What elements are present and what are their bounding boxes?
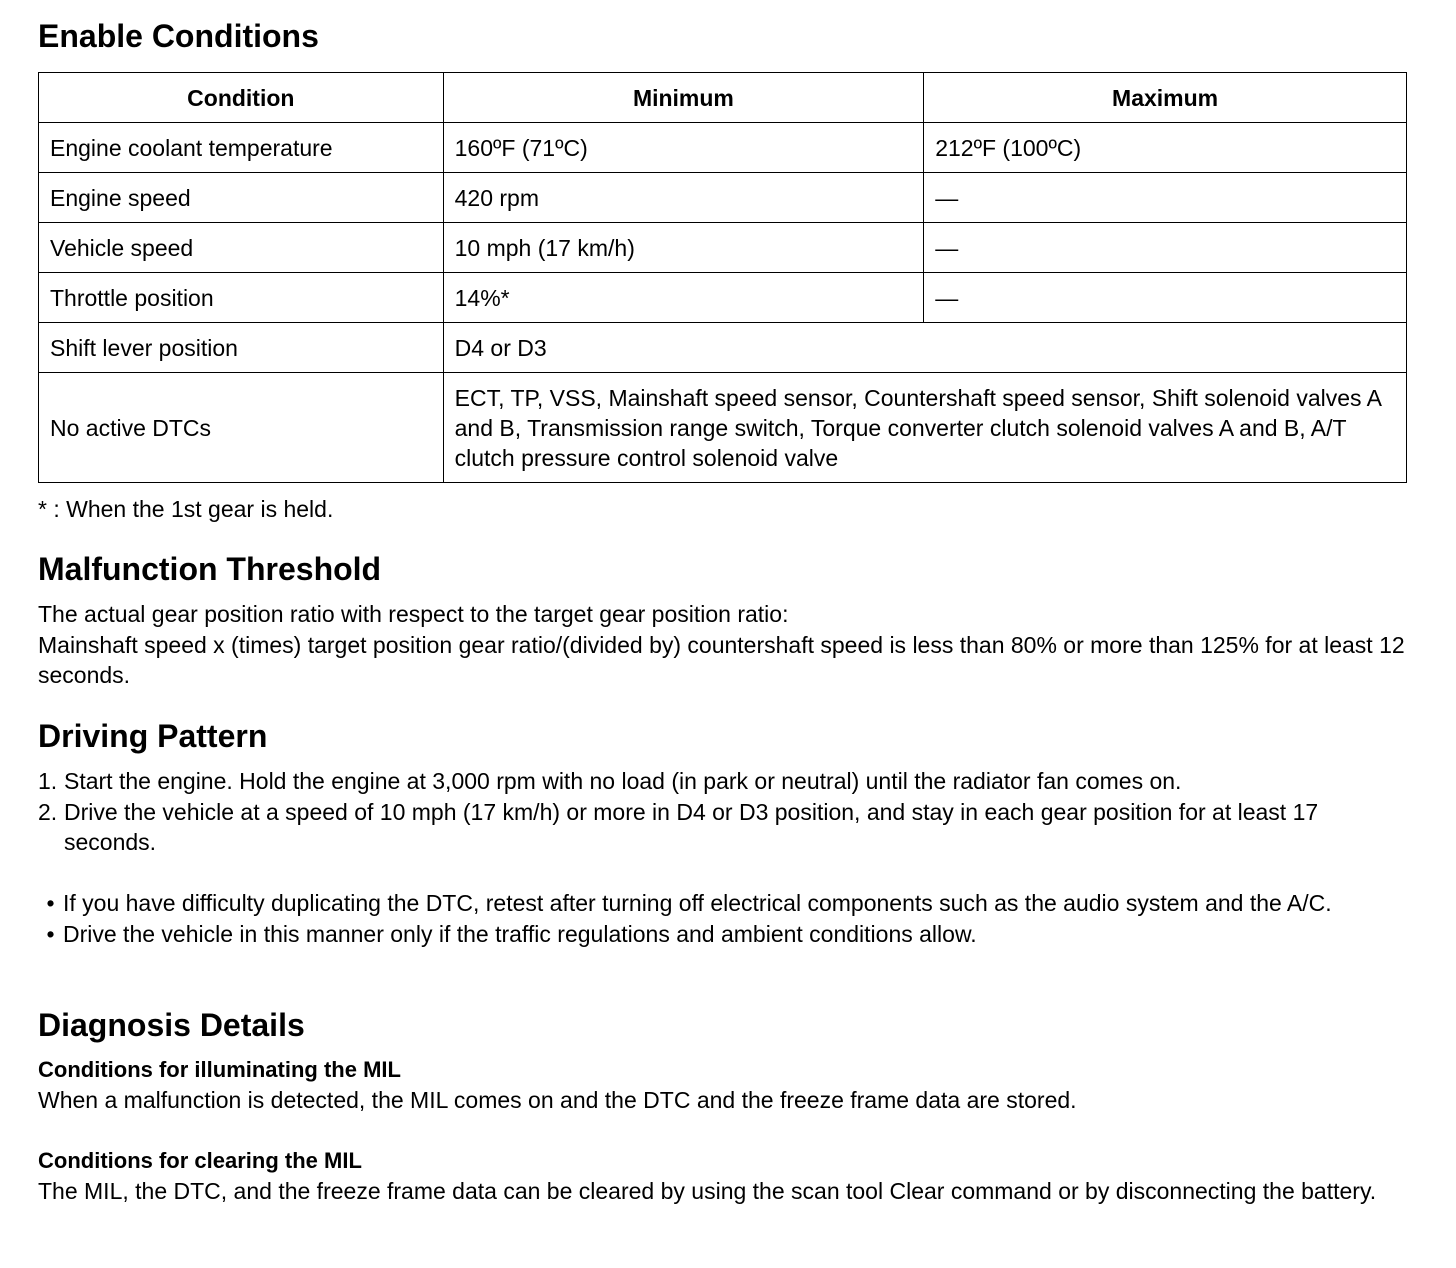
diagnosis-details-heading: Diagnosis Details xyxy=(38,1007,305,1043)
illuminate-mil-text: When a malfunction is detected, the MIL comes on and the DTC and the freeze frame data are stored. xyxy=(38,1087,1077,1113)
enable-conditions-table xyxy=(38,72,1407,483)
cell-minimum: 14%* xyxy=(443,273,924,323)
malfunction-threshold-body xyxy=(38,599,1408,691)
list-item xyxy=(38,766,1408,797)
cell-minimum: 10 mph (17 km/h) xyxy=(443,223,924,273)
clear-mil-title: Conditions for clearing the MIL xyxy=(38,1148,362,1173)
malfunction-line-1: The actual gear position ratio with respect to the target gear position ratio: xyxy=(38,601,789,627)
clear-mil-section xyxy=(38,1146,1408,1207)
table-row-dtcs xyxy=(39,373,1407,483)
driving-steps-list xyxy=(38,766,1408,858)
illuminate-mil-title: Conditions for illuminating the MIL xyxy=(38,1057,401,1082)
table-row xyxy=(39,173,1407,223)
table-row-shift-lever xyxy=(39,323,1407,373)
cell-dtc-list: ECT, TP, VSS, Mainshaft speed sensor, Countershaft speed sensor, Shift solenoid valves A and B, Transmission range switch, Torque converter clutch solenoid valves A and B, A/T clutch pressure control solenoid valve xyxy=(443,373,1406,483)
bullet-icon: • xyxy=(46,890,55,916)
cell-minimum: 160ºF (71ºC) xyxy=(443,123,924,173)
cell-condition: Engine speed xyxy=(39,173,444,223)
cell-condition: Vehicle speed xyxy=(39,223,444,273)
cell-condition: Engine coolant temperature xyxy=(39,123,444,173)
malfunction-threshold-heading: Malfunction Threshold xyxy=(38,551,382,587)
enable-conditions-heading: Enable Conditions xyxy=(38,18,319,54)
list-item xyxy=(38,797,1408,858)
cell-maximum: — xyxy=(924,273,1407,323)
table-footnote: * : When the 1st gear is held. xyxy=(38,496,334,522)
header-condition: Condition xyxy=(39,73,444,123)
malfunction-line-2: Mainshaft speed x (times) target position gear ratio/(divided by) countershaft speed is less than 80% or more than 125% for at least 12 seconds. xyxy=(38,631,1405,688)
list-item xyxy=(38,888,1408,919)
list-item xyxy=(38,919,1408,950)
table-row xyxy=(39,223,1407,273)
header-minimum: Minimum xyxy=(443,73,924,123)
clear-mil-text: The MIL, the DTC, and the freeze frame data can be cleared by using the scan tool Clear command or by disconnecting the battery. xyxy=(38,1178,1377,1204)
cell-condition: No active DTCs xyxy=(39,373,444,483)
table-header-row xyxy=(39,73,1407,123)
note-text: Drive the vehicle in this manner only if the traffic regulations and ambient conditions allow. xyxy=(63,920,977,947)
cell-shift-value: D4 or D3 xyxy=(443,323,1406,373)
table-row xyxy=(39,123,1407,173)
cell-maximum: 212ºF (100ºC) xyxy=(924,123,1407,173)
step-number: 2. xyxy=(38,798,58,825)
step-number: 1. xyxy=(38,768,58,794)
cell-condition: Shift lever position xyxy=(39,323,444,373)
cell-condition: Throttle position xyxy=(39,273,444,323)
cell-maximum: — xyxy=(924,173,1407,223)
step-text: Start the engine. Hold the engine at 3,000 rpm with no load (in park or neutral) until the radiator fan comes on. xyxy=(64,768,1182,794)
bullet-icon: • xyxy=(46,920,55,947)
note-text: If you have difficulty duplicating the DTC, retest after turning off electrical components such as the audio system and the A/C. xyxy=(63,890,1332,916)
step-text: Drive the vehicle at a speed of 10 mph (17 km/h) or more in D4 or D3 position, and stay in each gear position for at least 17 seconds. xyxy=(64,798,1319,855)
illuminate-mil-section xyxy=(38,1055,1408,1116)
driving-notes-list xyxy=(38,888,1408,949)
cell-minimum: 420 rpm xyxy=(443,173,924,223)
cell-maximum: — xyxy=(924,223,1407,273)
header-maximum: Maximum xyxy=(924,73,1407,123)
driving-pattern-heading: Driving Pattern xyxy=(38,718,268,754)
table-row xyxy=(39,273,1407,323)
